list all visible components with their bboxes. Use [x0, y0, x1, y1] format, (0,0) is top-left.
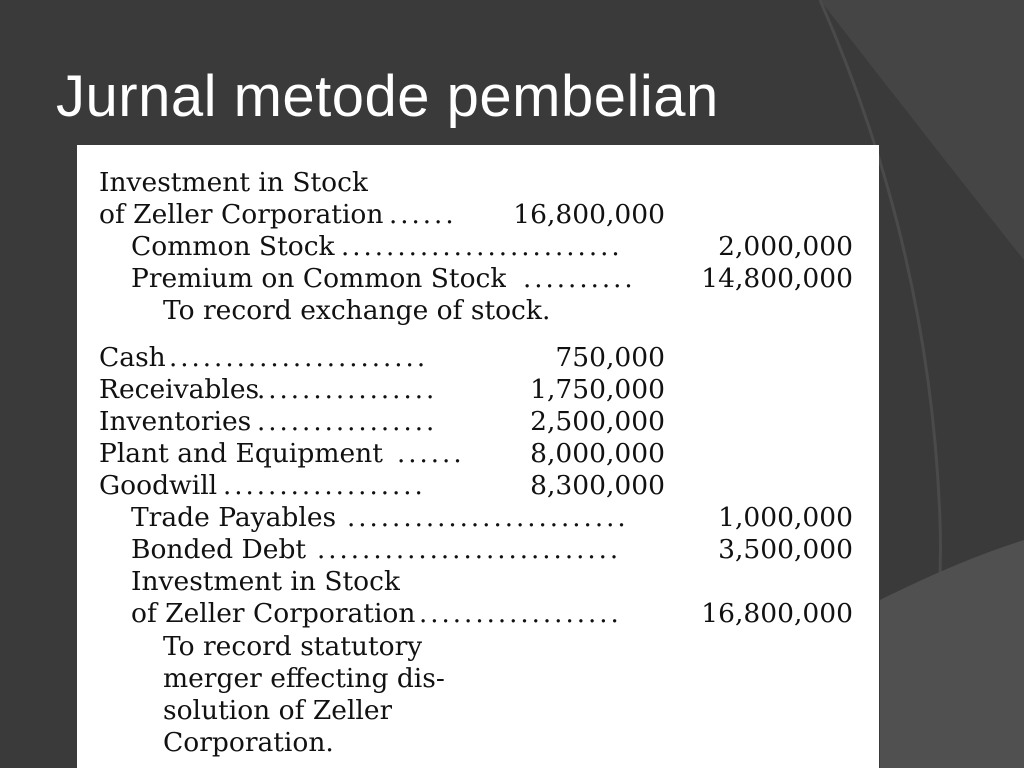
leader-dots: ....................... — [169, 343, 429, 373]
slide-title: Jurnal metode pembelian — [56, 64, 719, 129]
entry2-debit-label: Plant and Equipment — [99, 438, 383, 469]
entry2-debit-label: Inventories — [99, 406, 252, 437]
leader-dots: .................. — [419, 599, 622, 629]
entry2-debit-amount: 2,500,000 — [530, 406, 665, 437]
entry2-credit-amount: 1,000,000 — [718, 502, 853, 533]
leader-dots: ...... — [389, 200, 457, 230]
entry2-credit-label: Trade Payables — [131, 502, 337, 533]
leader-dots: ......................... — [341, 232, 623, 262]
entry1-debit-label-line1: Investment in Stock — [99, 167, 369, 198]
entry2-memo-line: solution of Zeller — [163, 695, 393, 726]
leader-dots: ................ — [257, 407, 438, 437]
entry2-credit3-amount: 16,800,000 — [701, 598, 853, 629]
entry2-credit-amount: 3,500,000 — [718, 534, 853, 565]
entry1-memo: To record exchange of stock. — [163, 295, 551, 326]
entry1-debit-amount: 16,800,000 — [513, 199, 665, 230]
entry1-credit-amount: 14,800,000 — [701, 263, 853, 294]
entry2-credit3-label-line2: of Zeller Corporation — [131, 598, 416, 629]
entry2-memo-line: merger effecting dis- — [163, 663, 445, 694]
entry2-debit-amount: 750,000 — [555, 342, 665, 373]
entry2-debit-label: Receivables — [99, 374, 260, 405]
leader-dots: .................. — [223, 471, 426, 501]
entry1-credit-label: Common Stock — [131, 231, 335, 262]
entry2-credit-label: Bonded Debt — [131, 534, 307, 565]
entry2-debit-label: Cash — [99, 342, 166, 373]
leader-dots: .......... — [523, 264, 636, 294]
entry2-memo-line: To record statutory — [163, 631, 423, 662]
entry1-credit-amount: 2,000,000 — [718, 231, 853, 262]
entry2-debit-amount: 8,000,000 — [530, 438, 665, 469]
entry2-memo-line: Corporation. — [163, 727, 334, 758]
entry1-credit-label: Premium on Common Stock — [131, 263, 507, 294]
leader-dots: ...... — [397, 439, 465, 469]
leader-dots: ................ — [257, 375, 438, 405]
entry2-debit-amount: 1,750,000 — [530, 374, 665, 405]
entry1-debit-label-line2: of Zeller Corporation — [99, 199, 384, 230]
journal-document — [77, 145, 879, 768]
leader-dots: ........................... — [317, 535, 622, 565]
entry2-debit-amount: 8,300,000 — [530, 470, 665, 501]
entry2-debit-label: Goodwill — [99, 470, 218, 501]
entry2-credit3-label-line1: Investment in Stock — [131, 566, 401, 597]
leader-dots: ......................... — [347, 503, 629, 533]
